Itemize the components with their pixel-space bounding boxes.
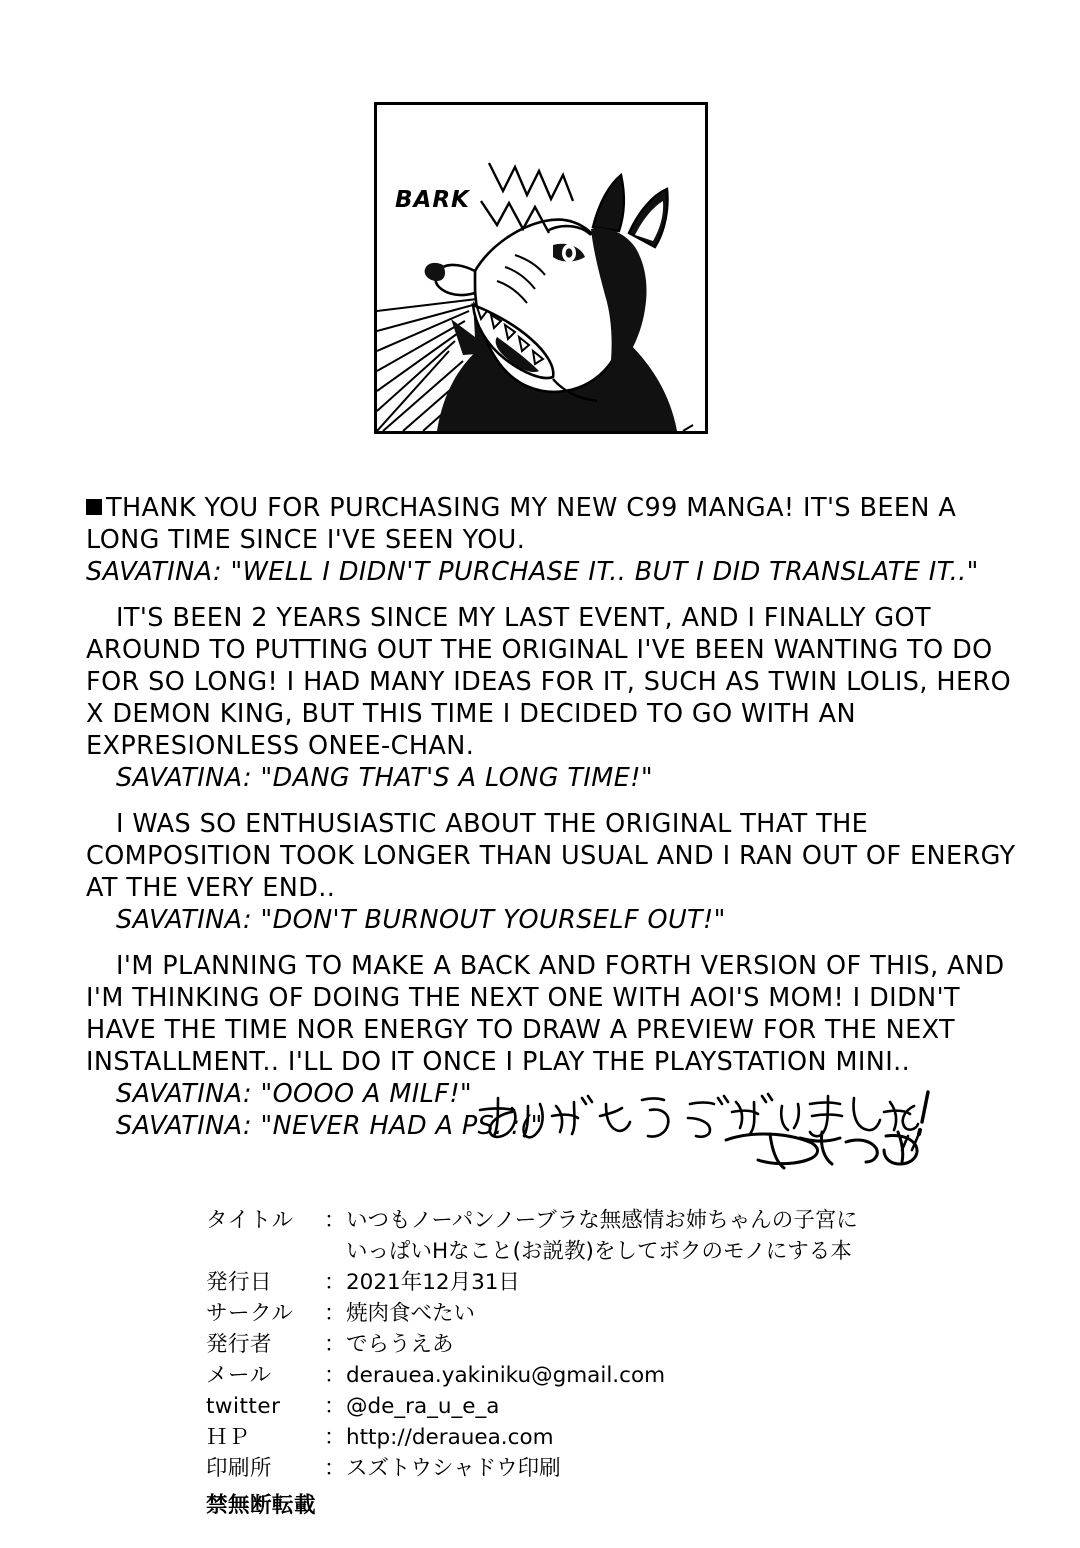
colophon-separator: ：: [324, 1208, 346, 1233]
colophon-value-continued: いっぱいHなこと(お説教)をしてボクのモノにする本: [346, 1239, 852, 1264]
colophon-value: スズトウシャドウ印刷: [346, 1456, 561, 1481]
colophon-key: twitter: [206, 1394, 281, 1419]
colophon-separator: ：: [324, 1363, 346, 1388]
colophon-value-homepage[interactable]: http://derauea.com: [346, 1425, 554, 1450]
colophon-row: [206, 1298, 966, 1329]
colophon-row: [206, 1360, 966, 1391]
afterword-paragraph-text: THANK YOU FOR PURCHASING MY NEW C99 MANGA! IT'S BEEN A LONG TIME SINCE I'VE SEEN YOU.: [86, 493, 957, 555]
colophon-row: [206, 1205, 966, 1236]
colophon-separator: ：: [324, 1332, 346, 1357]
handwritten-thanks: [470, 1088, 940, 1178]
afterword-text: [86, 492, 1016, 1156]
translator-note: SAVATINA: "WELL I DIDN'T PURCHASE IT.. BUT I DID TRANSLATE IT..": [86, 557, 979, 587]
afterword-paragraph-text: I WAS SO ENTHUSIASTIC ABOUT THE ORIGINAL THAT THE COMPOSITION TOOK LONGER THAN USUAL AND I RAN OUT OF ENERGY AT THE VERY END..: [86, 809, 1016, 903]
husky-bark-illustration: [377, 105, 705, 431]
afterword-paragraph: [86, 602, 1016, 794]
copyright-notice: 禁無断転載: [206, 1493, 317, 1518]
colophon-row: [206, 1329, 966, 1360]
colophon-separator: ：: [324, 1270, 346, 1295]
colophon-key: 印刷所: [206, 1456, 273, 1481]
colophon-key: ＨＰ: [206, 1425, 251, 1450]
colophon-value-email[interactable]: derauea.yakiniku@gmail.com: [346, 1363, 666, 1388]
colophon-separator: ：: [324, 1425, 346, 1450]
afterword-paragraph-text: IT'S BEEN 2 YEARS SINCE MY LAST EVENT, AND I FINALLY GOT AROUND TO PUTTING OUT THE ORIGINAL I'VE BEEN WANTING TO DO FOR SO LONG! I HAD MANY IDEAS FOR IT, SUCH AS TWIN LOLIS, HERO X DEMON KING, BUT THIS TIME I DECIDED TO GO WITH AN EXPRESIONLESS ONEE-CHAN.: [86, 603, 1012, 761]
colophon-value-twitter[interactable]: @de_ra_u_e_a: [346, 1394, 500, 1419]
colophon-key: 発行者: [206, 1332, 273, 1357]
translator-note: SAVATINA: "OOOO A MILF!": [116, 1079, 473, 1109]
translator-note: SAVATINA: "DANG THAT'S A LONG TIME!": [116, 763, 653, 793]
colophon-row: [206, 1422, 966, 1453]
colophon-separator: ：: [324, 1301, 346, 1326]
colophon-row: [206, 1391, 966, 1422]
colophon-value: 焼肉食べたい: [346, 1301, 476, 1326]
colophon-value: 2021年12月31日: [346, 1270, 520, 1295]
translator-note: SAVATINA: "DON'T BURNOUT YOURSELF OUT!": [116, 905, 726, 935]
afterword-paragraph-text: I'M PLANNING TO MAKE A BACK AND FORTH VERSION OF THIS, AND I'M THINKING OF DOING THE NEXT ONE WITH AOI'S MOM! I DIDN'T HAVE THE TIME NOR ENERGY TO DRAW A PREVIEW FOR THE NEXT INSTALLMENT.. I'LL DO IT ONCE I PLAY THE PLAYSTATION MINI..: [86, 951, 1005, 1077]
colophon: [206, 1205, 966, 1521]
manga-panel: [374, 102, 708, 434]
colophon-key: メール: [206, 1363, 272, 1388]
square-bullet-icon: [86, 499, 102, 515]
translator-note: SAVATINA: "NEVER HAD A PS. :(": [116, 1111, 543, 1141]
colophon-row: [206, 1453, 966, 1484]
colophon-key: 発行日: [206, 1270, 273, 1295]
afterword-paragraph: [86, 808, 1016, 936]
colophon-key: サークル: [206, 1301, 294, 1326]
colophon-separator: ：: [324, 1394, 346, 1419]
colophon-separator: ：: [324, 1456, 346, 1481]
afterword-paragraph: [86, 492, 1016, 588]
colophon-key: タイトル: [206, 1208, 294, 1233]
artist-signature: [470, 1088, 940, 1178]
colophon-value: いつもノーパンノーブラな無感情お姉ちゃんの子宮に: [346, 1208, 858, 1233]
colophon-value: でらうえあ: [346, 1332, 454, 1357]
bark-sfx-label: BARK: [395, 187, 470, 213]
colophon-row: [206, 1267, 966, 1298]
